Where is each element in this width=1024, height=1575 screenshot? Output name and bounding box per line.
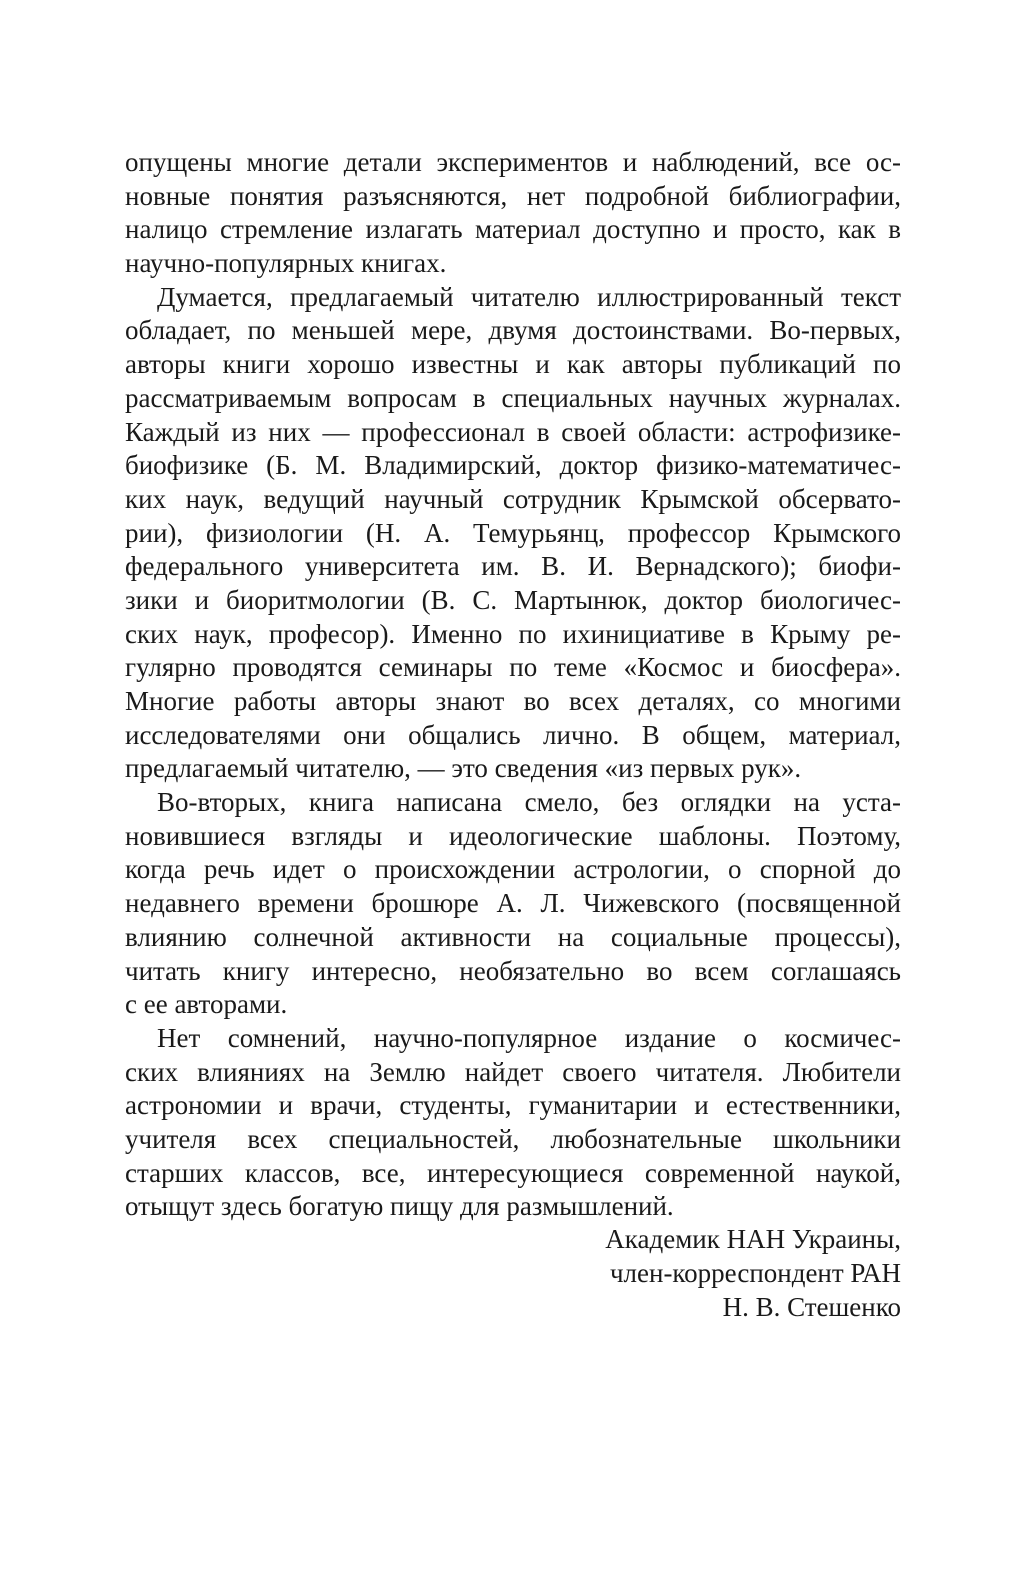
text-line: Каждый из них — профессионал в своей области: астрофизике-: [125, 416, 901, 447]
text-line: федерального университета им. В. И. Вернадского); биофи-: [125, 551, 901, 582]
text-line: ских влияниях на Землю найдет своего читателя. Любители: [125, 1056, 901, 1087]
text-line: гулярно проводятся семинары по теме «Космос и биосфера».: [125, 652, 901, 683]
text-line: Думается, предлагаемый читателю иллюстрированный текст: [157, 281, 901, 312]
text-line: авторы книги хорошо известны и как авторы публикаций по: [125, 349, 901, 380]
text-line: зики и биоритмологии (В. С. Мартынюк, доктор биологичес-: [125, 584, 901, 615]
signature-title-1: Академик НАН Украины,: [605, 1224, 901, 1254]
text-line: налицо стремление излагать материал доступно и просто, как в: [125, 214, 901, 245]
signature-title-2: член-корреспондент РАН: [609, 1258, 901, 1288]
paragraph-2: [125, 281, 901, 786]
signature-name: Н. В. Стешенко: [722, 1292, 901, 1322]
paragraph-3: [125, 786, 901, 1022]
paragraph-1: [125, 146, 901, 281]
text-line: Многие работы авторы знают во всех деталях, со многими: [125, 686, 901, 716]
text-line: предлагаемый читателю, — это сведения «из первых рук».: [125, 753, 802, 784]
text-line: ских наук, професор). Именно по ихинициативе в Крыму ре-: [125, 618, 901, 649]
text-line: рассматриваемым вопросам в специальных научных журналах.: [125, 382, 901, 413]
text-line: Нет сомнений, научно-популярное издание о космичес-: [157, 1022, 901, 1053]
text-line: новные понятия разъясняются, нет подробной библиографии,: [125, 180, 901, 211]
text-line: Во-вторых, книга написана смело, без оглядки на уста-: [157, 787, 901, 818]
text-line: астрономии и врачи, студенты, гуманитарии и естественники,: [125, 1090, 901, 1121]
text-line: исследователями они общались лично. В общем, материал,: [125, 719, 901, 750]
text-line: недавнего времени брошюре А. Л. Чижевского (посвященной: [125, 888, 901, 919]
text-line: влиянию солнечной активности на социальные процессы),: [125, 921, 901, 952]
body-text: [125, 146, 901, 1224]
text-line: новившиеся взгляды и идеологические шаблоны. Поэтому,: [125, 820, 901, 851]
text-line: опущены многие детали экспериментов и наблюдений, все ос-: [125, 147, 901, 177]
text-line: с ее авторами.: [125, 989, 288, 1020]
text-line: старших классов, все, интересующиеся современной наукой,: [125, 1157, 901, 1188]
text-line: ких наук, ведущий научный сотрудник Крымской обсервато-: [125, 483, 901, 514]
text-line: научно-популярных книгах.: [125, 248, 447, 279]
text-line: когда речь идет о происхождении астрологии, о спорной до: [125, 854, 901, 885]
text-line: отыщут здесь богатую пищу для размышлений.: [125, 1191, 674, 1222]
text-line: учителя всех специальностей, любознательные школьники: [125, 1123, 901, 1154]
paragraph-4: [125, 1022, 901, 1224]
text-line: обладает, по меньшей мере, двумя достоинствами. Во-первых,: [125, 315, 901, 346]
text-line: биофизике (Б. М. Владимирский, доктор физико-математичес-: [125, 450, 901, 481]
signature-block: [605, 1222, 901, 1324]
text-line: рии), физиологии (Н. А. Темурьянц, профессор Крымского: [125, 517, 901, 548]
text-line: читать книгу интересно, необязательно во всем соглашаясь: [125, 955, 901, 986]
